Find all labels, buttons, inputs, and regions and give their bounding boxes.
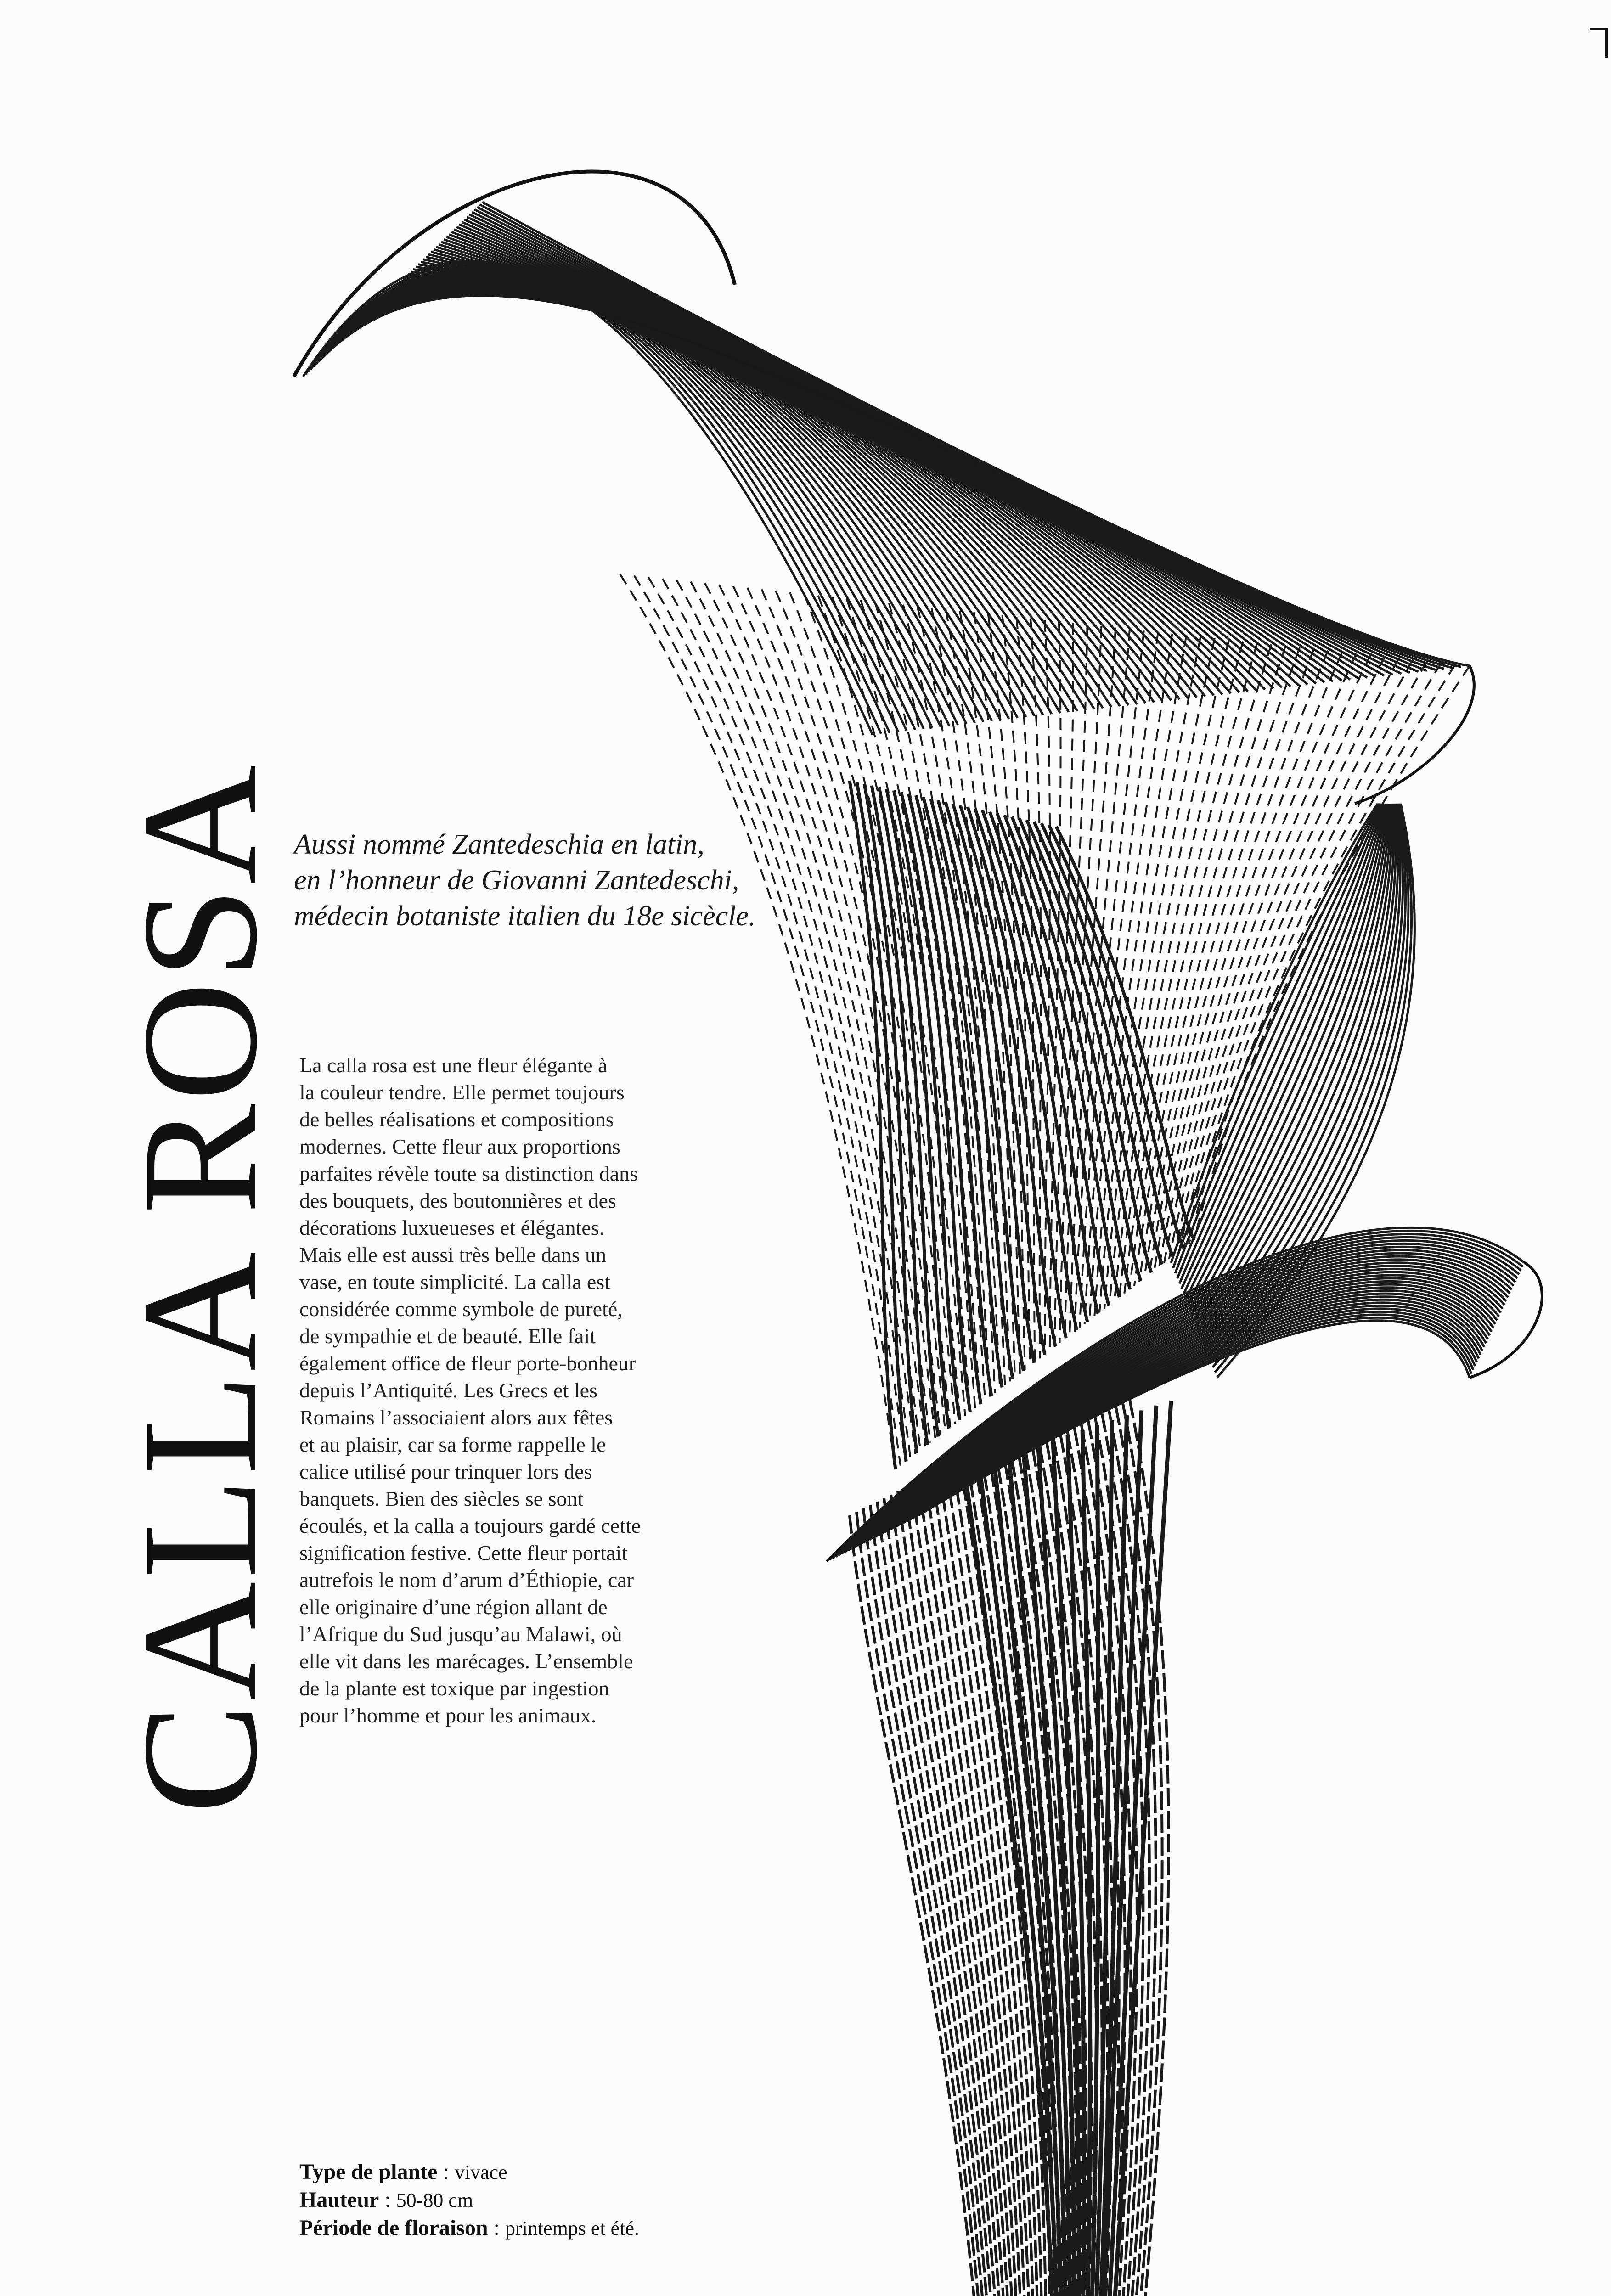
engraving-stroke — [316, 271, 915, 730]
title-block — [108, 762, 291, 1814]
body-line: des bouquets, des boutonnières et des — [299, 1189, 616, 1212]
spec-bloom: Période de floraison : printemps et été. — [299, 2216, 639, 2240]
body-line: elle originaire d’une région allant de — [299, 1595, 608, 1619]
engraving-stroke — [477, 207, 1453, 668]
body-line: parfaites révèle toute sa distinction dans — [299, 1162, 638, 1185]
spec-type: Type de plante : vivace — [299, 2160, 507, 2184]
spec-value: printemps et été. — [505, 2217, 639, 2240]
body-line: vase, en toute simplicité. La calla est — [299, 1270, 610, 1294]
engraving-stroke — [869, 1272, 1499, 1540]
engraving-stroke — [318, 273, 924, 729]
spec-label: Période de floraison — [299, 2216, 488, 2240]
body-line: calice utilisé pour trinquer lors des — [299, 1460, 592, 1483]
body-line: pour l’homme et pour les animaux. — [299, 1704, 597, 1727]
body-line: Romains l’associaient alors aux fêtes — [299, 1406, 613, 1429]
spec-value: vivace — [454, 2161, 507, 2183]
body-line: considérée comme symbole de pureté, — [299, 1297, 623, 1321]
spec-label: Hauteur — [299, 2188, 379, 2212]
body-line: signification festive. Cette fleur portait — [299, 1541, 628, 1564]
engraving-stroke — [891, 1495, 1008, 2296]
body-line: La calla rosa est une fleur élégante à — [299, 1053, 608, 1077]
body-line: de la plante est toxique par ingestion — [299, 1677, 609, 1700]
body-line: également office de fleur porte-bonheur — [299, 1351, 636, 1375]
engraving-stroke — [324, 276, 941, 727]
engraving-stroke — [303, 261, 873, 735]
body-line: décorations luxueueses et élégantes. — [299, 1216, 605, 1239]
body-line: et au plaisir, car sa forme rappelle le — [299, 1433, 606, 1456]
engraving-stroke — [313, 269, 907, 731]
body-line: l’Afrique du Sud jusqu’au Malawi, où — [299, 1622, 622, 1646]
body-line: elle vit dans les marécages. L’ensemble — [299, 1649, 633, 1673]
engraving-stroke — [839, 1240, 1517, 1555]
body-line: autrefois le nom d’arum d’Éthiopie, car — [299, 1568, 634, 1592]
plant-specs — [299, 2158, 851, 2242]
spec-height: Hauteur : 50-80 cm — [299, 2188, 473, 2212]
body-line: modernes. Cette fleur aux proportions — [299, 1135, 620, 1158]
body-line: depuis l’Antiquité. Les Grecs et les — [299, 1379, 597, 1402]
engraving-stroke — [306, 263, 881, 734]
engraving-stroke — [308, 265, 890, 733]
page-title: CALLA ROSA — [108, 762, 291, 1814]
body-line: banquets. Bien des siècles se sont — [299, 1487, 584, 1510]
subtitle-line: Aussi nommé Zantedeschia en latin, — [294, 829, 704, 860]
spec-value: 50-80 cm — [396, 2189, 473, 2212]
subtitle — [294, 827, 845, 934]
subtitle-line: médecin botaniste italien du 18e sicècle. — [294, 900, 756, 932]
body-paragraph — [299, 1052, 694, 1729]
body-line: la couleur tendre. Elle permet toujours — [299, 1080, 625, 1104]
body-line: écoulés, et la calla a toujours gardé cette — [299, 1514, 641, 1537]
subtitle-line: en l’honneur de Giovanni Zantedeschi, — [294, 865, 739, 896]
engraving-stroke — [479, 204, 1461, 667]
body-line: de belles réalisations et compositions — [299, 1108, 614, 1131]
engraving-stroke — [311, 267, 898, 732]
body-line: Mais elle est aussi très belle dans un — [299, 1243, 607, 1266]
spec-label: Type de plante — [299, 2160, 438, 2184]
body-line: de sympathie et de beauté. Elle fait — [299, 1324, 596, 1348]
